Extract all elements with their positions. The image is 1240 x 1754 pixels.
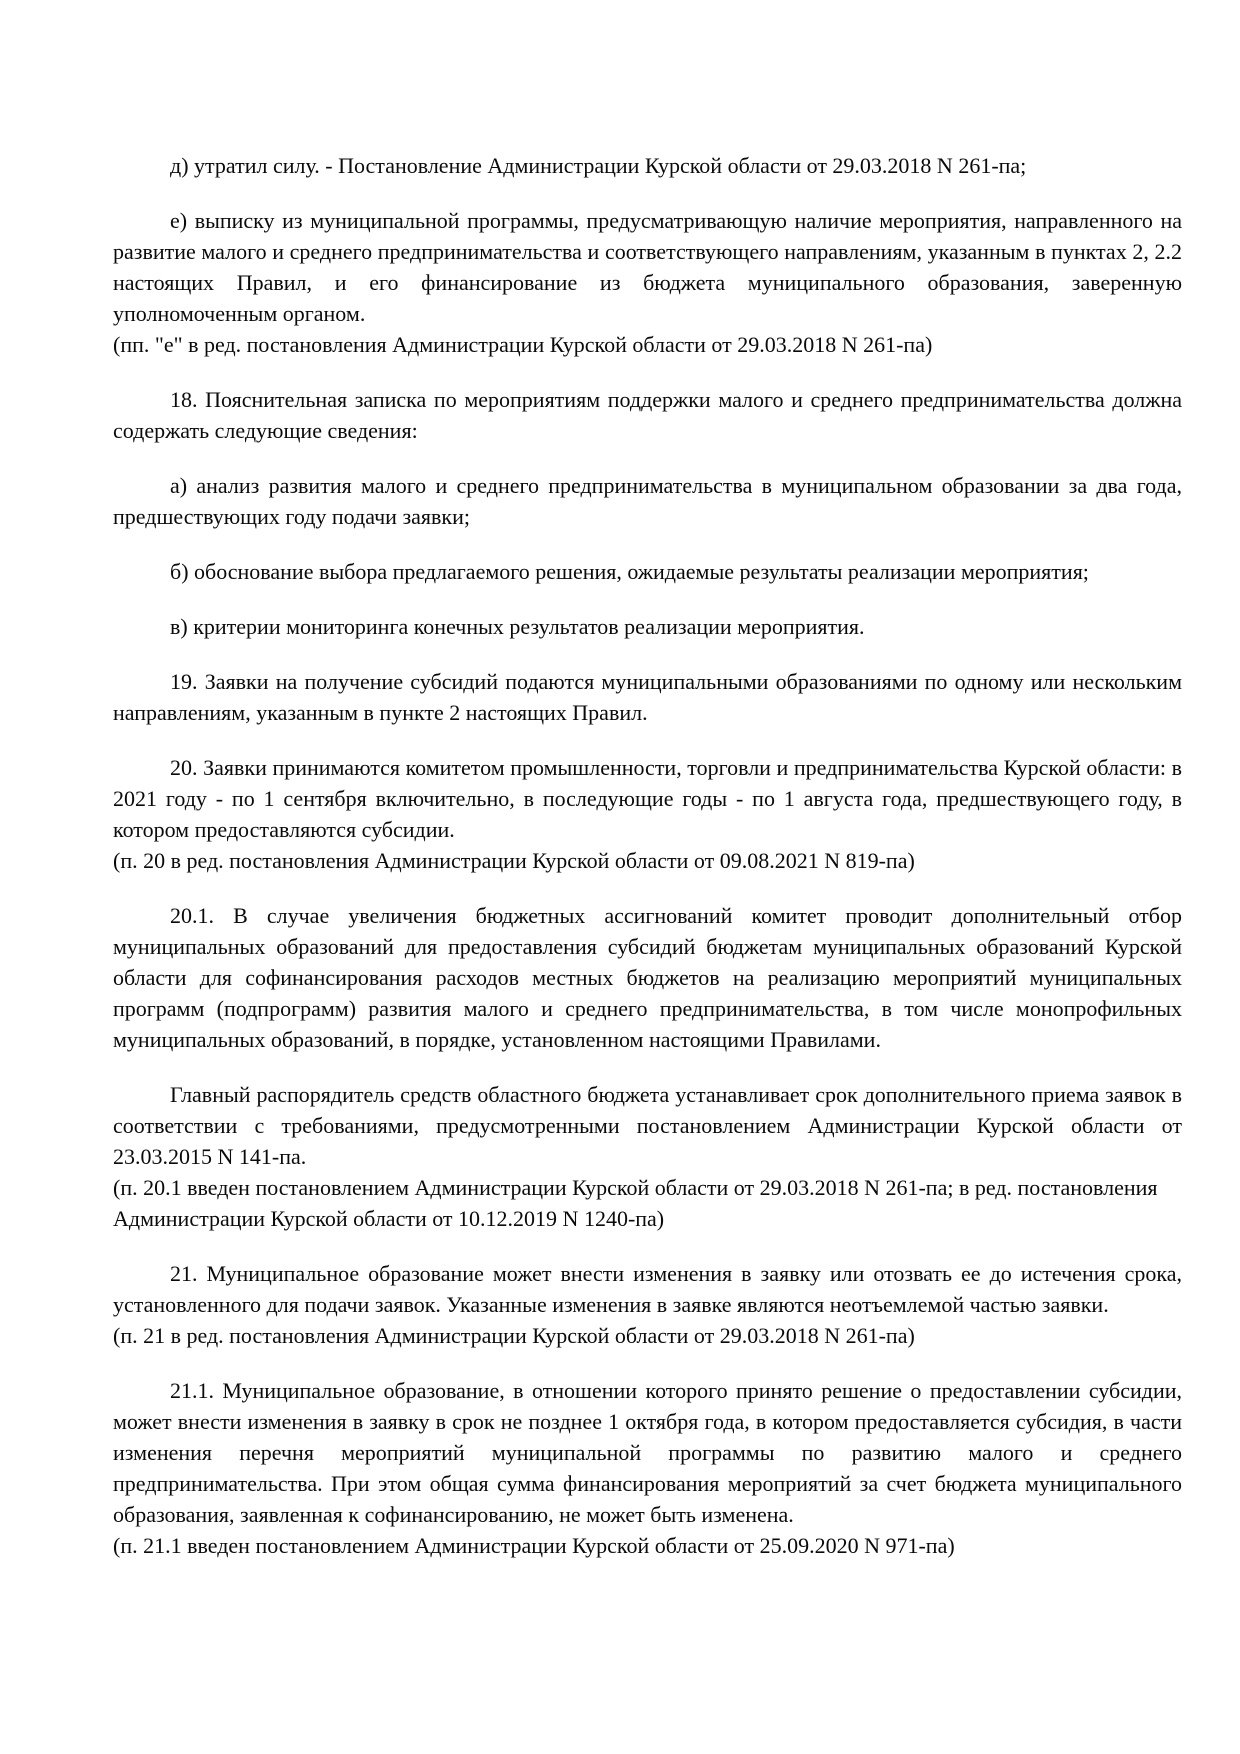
- item-20-1-chief-administrator: Главный распорядитель средств областного бюджета устанавливает срок дополнительного приема заявок в соответствии с требованиями, предусмотренными постановлением Администрации Курской области от 23.03.2015 N 141-па.: [113, 1082, 1182, 1169]
- item-18b-justification: б) обоснование выбора предлагаемого решения, ожидаемые результаты реализации мероприятия;: [170, 559, 1089, 584]
- item-20-1-amendment-note: (п. 20.1 введен постановлением Администрации Курской области от 29.03.2018 N 261-па; в ред. постановления Администрации Курской области от 10.12.2019 N 1240-па): [113, 1175, 1158, 1231]
- item-20-amendment-note: (п. 20 в ред. постановления Администрации Курской области от 09.08.2021 N 819-па): [113, 848, 915, 873]
- item-18-explanatory-note: 18. Пояснительная записка по мероприятиям поддержки малого и среднего предпринимательства должна содержать следующие сведения:: [113, 387, 1182, 443]
- item-21-1-change-deadline: 21.1. Муниципальное образование, в отношении которого принято решение о предоставлении субсидии, может внести изменения в заявку в срок не позднее 1 октября года, в котором предоставляется субсидия, в части изменения перечня мероприятий муниципальной программы по развитию малого и среднего предпринимательства. При этом общая сумма финансирования мероприятий за счет бюджета муниципального образования, заявленная к софинансированию, не может быть изменена.: [113, 1378, 1182, 1527]
- item-18v-criteria: в) критерии мониторинга конечных результатов реализации мероприятия.: [170, 614, 865, 639]
- item-21-1-amendment-note: (п. 21.1 введен постановлением Администрации Курской области от 25.09.2020 N 971-па): [113, 1533, 955, 1558]
- item-21-changes: 21. Муниципальное образование может внести изменения в заявку или отозвать ее до истечения срока, установленного для подачи заявок. Указанные изменения в заявке являются неотъемлемой частью заявки.: [113, 1261, 1182, 1317]
- item-21-amendment-note: (п. 21 в ред. постановления Администрации Курской области от 29.03.2018 N 261-па): [113, 1323, 915, 1348]
- clause-e-amendment-note: (пп. "е" в ред. постановления Администрации Курской области от 29.03.2018 N 261-па): [113, 332, 933, 357]
- item-20-deadlines: 20. Заявки принимаются комитетом промышленности, торговли и предпринимательства Курской области: в 2021 году - по 1 сентября включительно, в последующие годы - по 1 августа года, предшествующего году, в котором предоставляются субсидии.: [113, 755, 1182, 842]
- clause-e-extract: е) выписку из муниципальной программы, предусматривающую наличие мероприятия, направленного на развитие малого и среднего предпринимательства и соответствующего направлениям, указанным в пунктах 2, 2.2 настоящих Правил, и его финансирование из бюджета муниципального образования, заверенную уполномоченным органом.: [113, 208, 1182, 326]
- item-20-1-extra-selection: 20.1. В случае увеличения бюджетных ассигнований комитет проводит дополнительный отбор муниципальных образований для предоставления субсидий бюджетам муниципальных образований Курской области для софинансирования расходов местных бюджетов на реализацию мероприятий муниципальных программ (подпрограмм) развития малого и среднего предпринимательства, в том числе монопрофильных муниципальных образований, в порядке, установленном настоящими Правилами.: [113, 903, 1182, 1052]
- clause-d-repealed: д) утратил силу. - Постановление Администрации Курской области от 29.03.2018 N 261-па;: [170, 153, 1027, 178]
- item-19-applications: 19. Заявки на получение субсидий подаются муниципальными образованиями по одному или нескольким направлениям, указанным в пункте 2 настоящих Правил.: [113, 669, 1182, 725]
- item-18a-analysis: а) анализ развития малого и среднего предпринимательства в муниципальном образовании за два года, предшествующих году подачи заявки;: [113, 473, 1182, 529]
